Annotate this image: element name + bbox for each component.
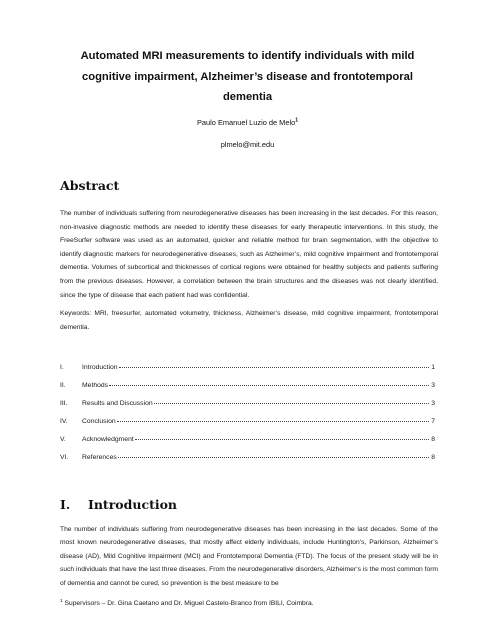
toc-entry (60, 452, 435, 470)
table-of-contents (60, 362, 435, 470)
abstract-heading: Abstract (60, 178, 120, 193)
toc-leader (154, 397, 429, 404)
toc-leader (118, 451, 429, 458)
section-title: Introduction (88, 497, 178, 512)
introduction-body: The number of individuals suffering from neurodegenerative diseases has been increasing in the last decades. Some of the most known neurodegenerative diseases, that mostly affect elderly individuals, include Huntington’s, Parkinson, Alzheimer’s disease (AD), Mild Cognitive Impairment (MCI) and Frontotemporal Dementia (FTD). The focus of the present study will be in such individuals that have the last three diseases. From the neurodegenerative disorders, Alzheimer’s is the most common form of dementia and cannot be cured, so prevention is the best measure to be (60, 526, 438, 587)
toc-label: Acknowledgment (82, 436, 134, 443)
toc-leader (135, 433, 429, 440)
toc-entry (60, 362, 435, 380)
keywords: Keywords: MRI, freesurfer, automated volumetry, thickness, Alzheimer’s disease, mild cognitive impairment, frontotemporal dementia. (60, 310, 438, 331)
section-number: I. (60, 497, 71, 512)
author-footnote-mark: 1 (295, 117, 298, 124)
author-email: plmelo@mit.edu (220, 140, 275, 149)
toc-number: VI. (60, 454, 69, 461)
toc-page: 8 (431, 436, 435, 443)
toc-number: I. (60, 364, 64, 371)
toc-label: Methods (82, 382, 109, 389)
toc-entry (60, 416, 435, 434)
toc-entry (60, 434, 435, 452)
author-name: Paulo Emanuel Luzio de Melo (197, 118, 296, 127)
paper-title: Automated MRI measurements to identify individuals with mild cognitive impairment, Alzheimer’s disease and frontotemporal dementia (80, 50, 415, 103)
toc-leader (109, 379, 429, 386)
author-line (0, 118, 495, 128)
toc-number: II. (60, 382, 66, 389)
toc-page: 3 (431, 400, 435, 407)
toc-page: 8 (431, 454, 435, 461)
abstract-body: The number of individuals suffering from neurodegenerative diseases has been increasing in the last decades. For this reason, non-invasive diagnostic methods are needed to identify these diseases for early therapeutic interventions. In this study, the FreeSurfer software was used as an automated, quicker and reliable method for brain segmentation, with the objective to identify diagnostic markers for neurodegenerative diseases, such as Alzheimer’s, mild cognitive impairment and frontotemporal dementia. Volumes of subcortical and thicknesses of cortical regions were obtained for healthy subjects and patients suffering from the previous diseases. However, a correlation between the brain structures and the diseases was not clearly identified, since the type of disease that each patient had was confidential. (60, 210, 438, 299)
toc-page: 7 (431, 418, 435, 425)
introduction-heading (60, 497, 177, 513)
toc-page: 1 (431, 364, 435, 371)
toc-number: IV. (60, 418, 68, 425)
footnote-text: Supervisors – Dr. Gina Caetano and Dr. Miguel Castelo-Branco from IBILI, Coimbra. (64, 600, 314, 607)
toc-entry (60, 380, 435, 398)
toc-number: V. (60, 436, 66, 443)
footnote (60, 599, 314, 608)
toc-label: Results and Discussion (82, 400, 153, 407)
toc-page: 3 (431, 382, 435, 389)
toc-leader (117, 415, 429, 422)
toc-entry (60, 398, 435, 416)
toc-leader (119, 361, 429, 368)
toc-label: Conclusion (82, 418, 116, 425)
toc-label: References (82, 454, 117, 461)
toc-label: Introduction (82, 364, 118, 371)
footnote-mark: 1 (60, 598, 63, 604)
toc-number: III. (60, 400, 68, 407)
